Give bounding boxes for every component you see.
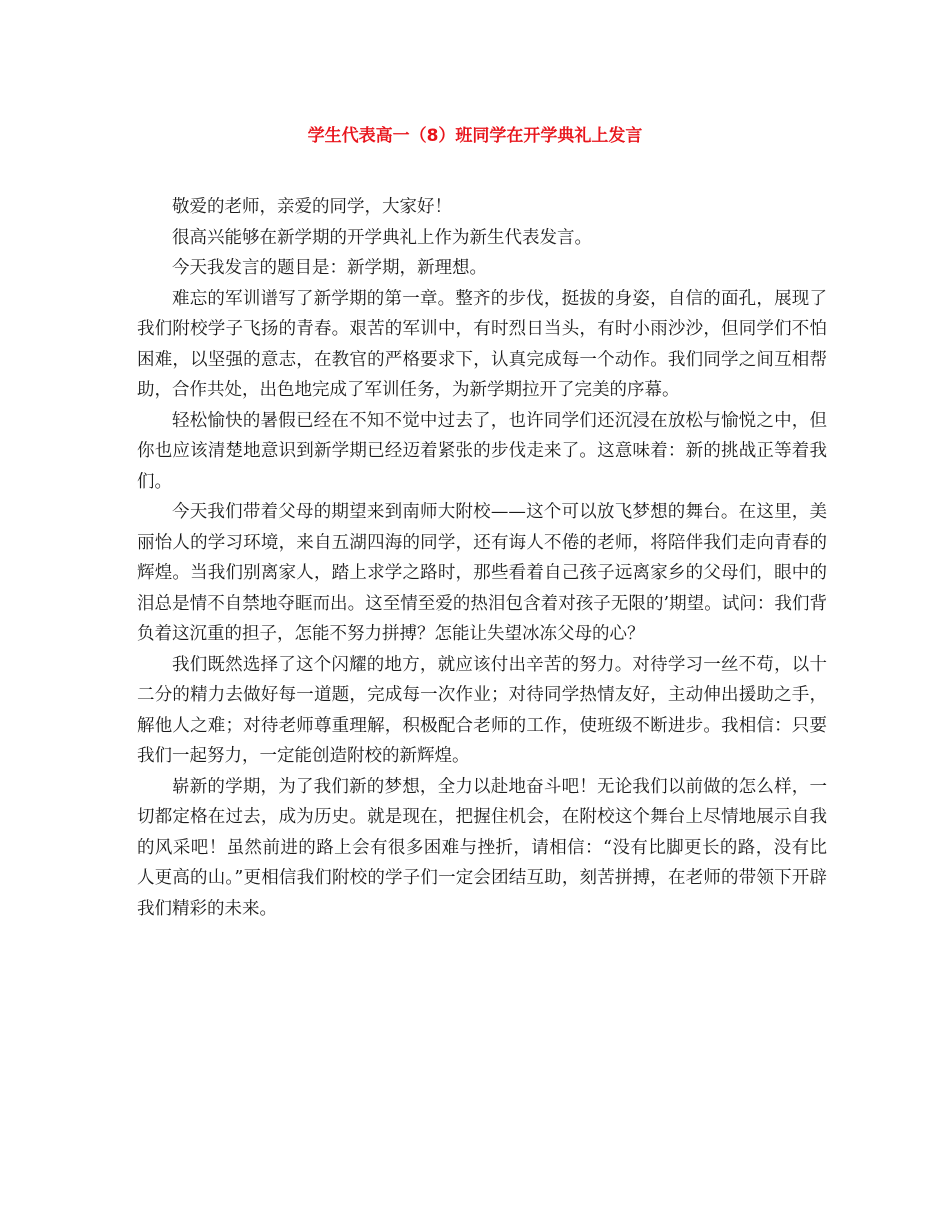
document-body bbox=[137, 192, 827, 924]
paragraph-topic: 今天我发言的题目是：新学期，新理想。 bbox=[172, 258, 487, 278]
paragraph-summer-vacation: 轻松愉快的暑假已经在不知不觉中过去了，也许同学们还沉浸在放松与愉悦之中，但你也应该清楚地意识到新学期已经迈着紧张的步伐走来了。这意味着：新的挑战正等着我们。 bbox=[137, 410, 827, 492]
paragraph-effort: 我们既然选择了这个闪耀的地方，就应该付出辛苦的努力。对待学习一丝不苟，以十二分的精力去做好每一道题，完成每一次作业；对待同学热情友好，主动伸出援助之手，解他人之难；对待老师尊重理解，积极配合老师的工作，使班级不断进步。我相信：只要我们一起努力，一定能创造附校的新辉煌。 bbox=[137, 654, 827, 766]
paragraph-new-semester: 崭新的学期，为了我们新的梦想，全力以赴地奋斗吧！无论我们以前做的怎么样，一切都定格在过去，成为历史。就是现在，把握住机会，在附校这个舞台上尽情地展示自我的风采吧！虽然前进的路上会有很多困难与挫折，请相信：“没有比脚更长的路，没有比人更高的山。”更相信我们附校的学子们一定会团结互助，刻苦拼搏，在老师的带领下开辟我们精彩的未来。 bbox=[137, 776, 827, 919]
paragraph-intro: 很高兴能够在新学期的开学典礼上作为新生代表发言。 bbox=[172, 227, 592, 248]
paragraph-parents-expectations: 今天我们带着父母的期望来到南师大附校——这个可以放飞梦想的舞台。在这里，美丽怡人的学习环境，来自五湖四海的同学，还有诲人不倦的老师，将陪伴我们走向青春的辉煌。当我们别离家人，踏上求学之路时，那些看着自己孩子远离家乡的父母们，眼中的泪总是情不自禁地夺眶而出。这至情至爱的热泪包含着对孩子无限的’期望。试问：我们背负着这沉重的担子，怎能不努力拼搏？怎能让失望冰冻父母的心？ bbox=[137, 502, 827, 644]
paragraph-greeting: 敬爱的老师，亲爱的同学，大家好！ bbox=[172, 197, 452, 217]
document-title: 学生代表高一（8）班同学在开学典礼上发言 bbox=[307, 126, 643, 146]
paragraph-military-training: 难忘的军训谱写了新学期的第一章。整齐的步伐，挺拔的身姿，自信的面孔，展现了我们附校学子飞扬的青春。艰苦的军训中，有时烈日当头，有时小雨沙沙，但同学们不怕困难，以坚强的意志，在教官的严格要求下，认真完成每一个动作。我们同学之间互相帮助，合作共处，出色地完成了军训任务，为新学期拉开了完美的序幕。 bbox=[137, 288, 827, 400]
